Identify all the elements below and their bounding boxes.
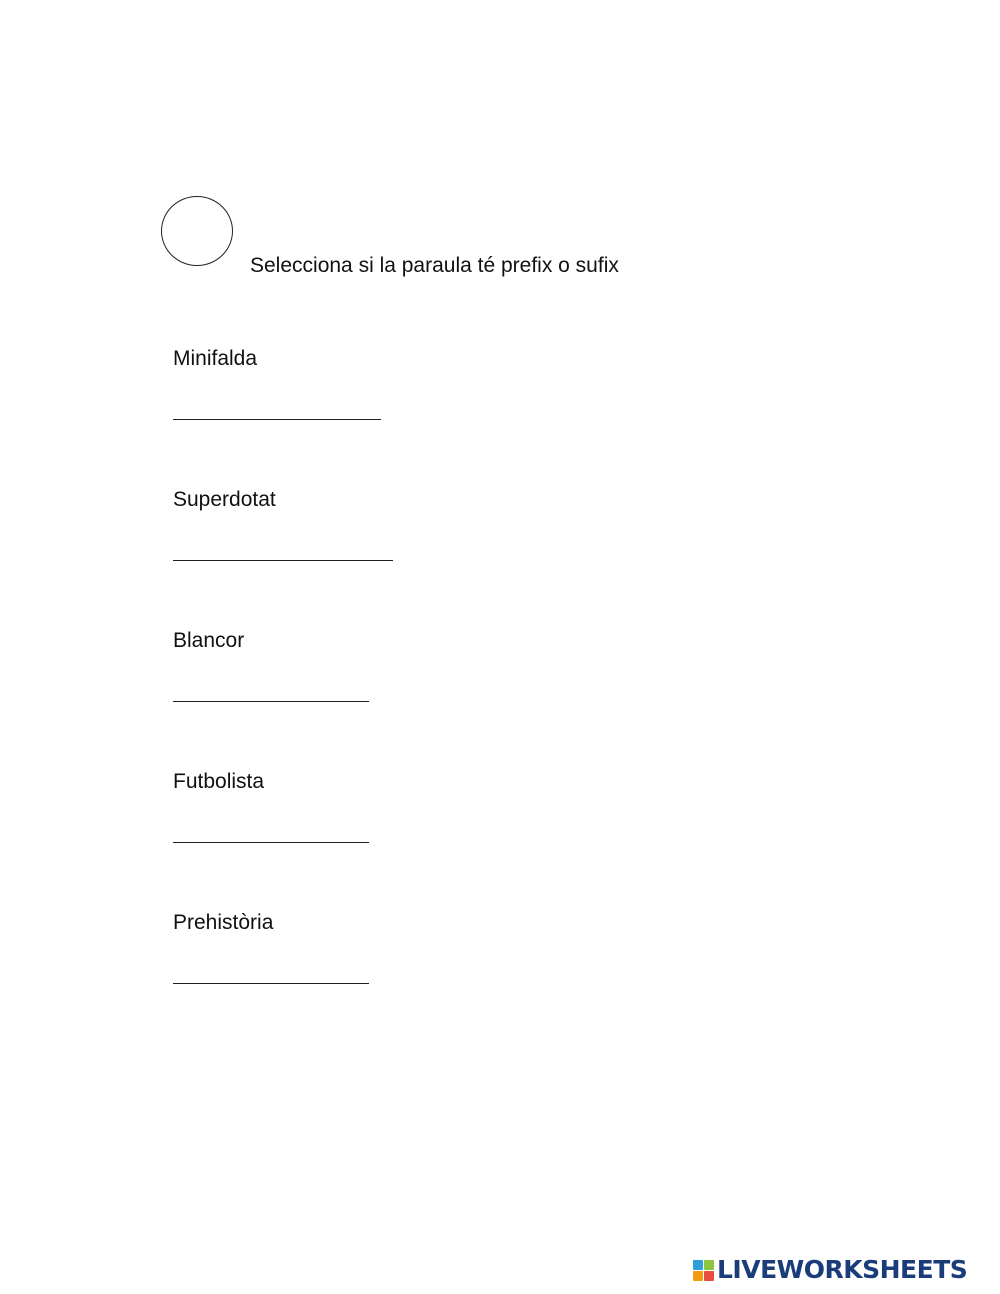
answer-line-1[interactable] bbox=[173, 419, 381, 420]
answer-line-3[interactable] bbox=[173, 701, 369, 702]
liveworksheets-logo bbox=[693, 1256, 967, 1284]
logo-text: LIVEWORKSHEETS bbox=[717, 1255, 968, 1284]
answer-line-5[interactable] bbox=[173, 983, 369, 984]
word-blancor: Blancor bbox=[173, 629, 245, 652]
word-minifalda: Minifalda bbox=[173, 347, 258, 370]
number-circle bbox=[161, 196, 233, 266]
instruction-text: Selecciona si la paraula té prefix o sufix bbox=[250, 254, 619, 277]
word-prehistoria: Prehistòria bbox=[173, 911, 274, 934]
answer-line-4[interactable] bbox=[173, 842, 369, 843]
word-superdotat: Superdotat bbox=[173, 488, 276, 511]
logo-mark-icon bbox=[693, 1260, 714, 1281]
answer-line-2[interactable] bbox=[173, 560, 393, 561]
word-futbolista: Futbolista bbox=[173, 770, 265, 793]
